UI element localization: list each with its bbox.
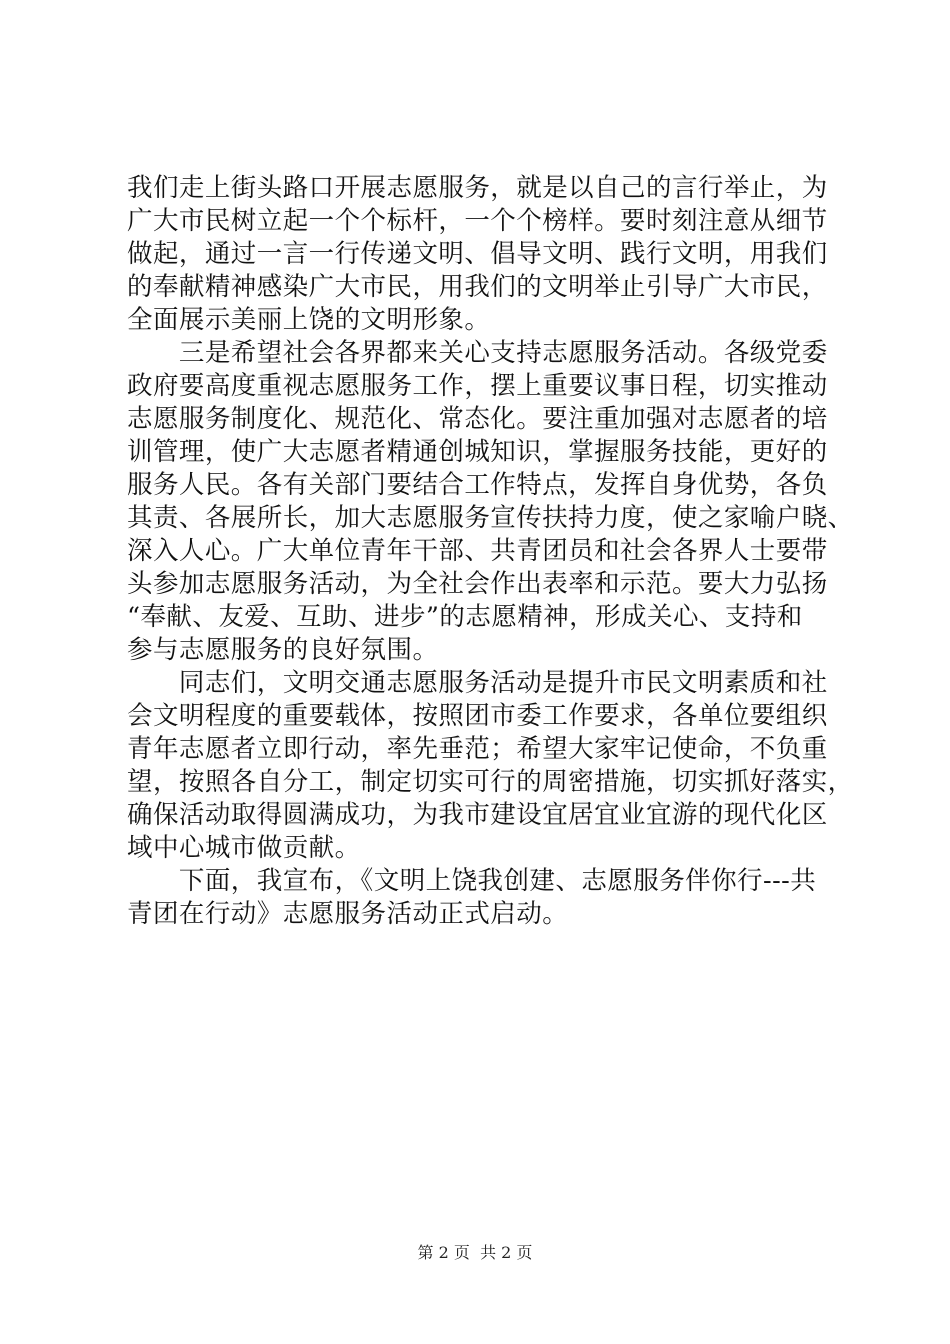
text-line: 志愿服务制度化、规范化、常态化。要注重加强对志愿者的培: [127, 404, 828, 434]
text-line: 全面展示美丽上饶的文明形象。: [127, 305, 491, 335]
text-line: 广大市民树立起一个个标杆，一个个榜样。要时刻注意从细节: [127, 206, 828, 236]
text-line: 其责、各展所长，加大志愿服务宣传扶持力度，使之家喻户晓、: [127, 503, 854, 533]
text-line: “奉献、友爱、互助、进步”的志愿精神，形成关心、支持和: [127, 602, 803, 632]
text-line: 域中心城市做贡献。: [127, 833, 361, 863]
text-line: 深入人心。广大单位青年干部、共青团员和社会各界人士要带: [127, 536, 828, 566]
text-line: 青团在行动》志愿服务活动正式启动。: [127, 899, 569, 929]
page-number-label: 第 2 页 共 2 页: [417, 1243, 533, 1262]
text-line: 做起，通过一言一行传递文明、倡导文明、践行文明，用我们: [127, 239, 828, 269]
text-line: 三是希望社会各界都来关心支持志愿服务活动。各级党委: [127, 338, 828, 368]
text-line: 政府要高度重视志愿服务工作，摆上重要议事日程，切实推动: [127, 371, 828, 401]
text-line: 我们走上街头路口开展志愿服务，就是以自己的言行举止，为: [127, 173, 828, 203]
body-text: [127, 172, 854, 931]
text-line: 的奉献精神感染广大市民，用我们的文明举止引导广大市民，: [127, 272, 828, 302]
text-line: 训管理，使广大志愿者精通创城知识，掌握服务技能，更好的: [127, 437, 828, 467]
text-line: 同志们，文明交通志愿服务活动是提升市民文明素质和社: [127, 668, 828, 698]
text-line: 望，按照各自分工，制定切实可行的周密措施，切实抓好落实，: [127, 767, 854, 797]
text-line: 会文明程度的重要载体，按照团市委工作要求，各单位要组织: [127, 701, 828, 731]
text-line: 服务人民。各有关部门要结合工作特点，发挥自身优势，各负: [127, 470, 828, 500]
text-line: 参与志愿服务的良好氛围。: [127, 635, 439, 665]
text-line: 青年志愿者立即行动，率先垂范；希望大家牢记使命，不负重: [127, 734, 828, 764]
text-line: 下面，我宣布，《文明上饶我创建、志愿服务伴你行---共: [127, 866, 817, 896]
page-footer: [0, 1242, 950, 1264]
text-line: 确保活动取得圆满成功，为我市建设宜居宜业宜游的现代化区: [127, 800, 828, 830]
text-line: 头参加志愿服务活动，为全社会作出表率和示范。要大力弘扬: [127, 569, 828, 599]
